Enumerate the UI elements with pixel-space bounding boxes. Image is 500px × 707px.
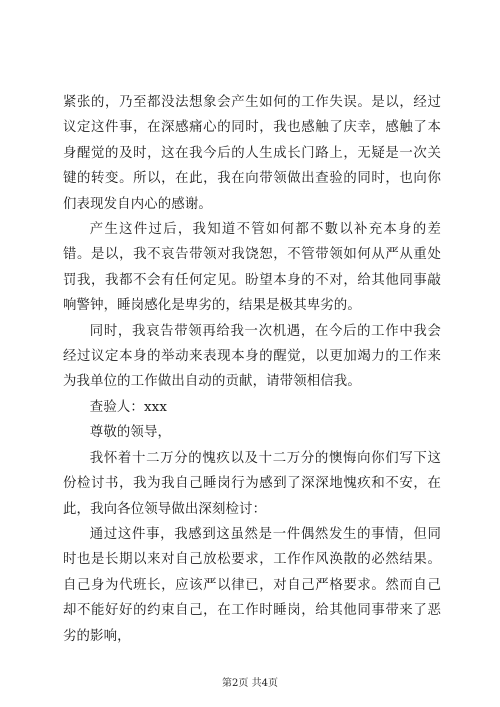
paragraph: 我怀着十二万分的愧疚以及十二万分的懊悔向你们写下这份检讨书，我为我自己睡岗行为感到了深深地愧疚和不安，在此，我向各位领导做出深刻检讨： <box>63 450 441 517</box>
page-number: 第2页 共4页 <box>222 678 278 689</box>
salutation: 尊敬的领导， <box>89 425 172 441</box>
paragraph: 通过这件事，我感到这虽然是一件偶然发生的事情，但同时也是长期以来对自己放松要求，工作作风涣散的必然结果。自己身为代班长，应该严以律已，对自己严格要求。然而自己却不能好好的约束自己，在工作时睡岗，给其他同事带来了恶劣的影响， <box>63 526 441 644</box>
paragraph: 产生这件过后，我知道不管如何都不數以补充本身的差错。是以，我不哀告带领对我饶恕，不管带领如何从严从重处罚我，我都不会有任何定见。盼望本身的不对，给其他同事敲响警钟，睡岗感化是卑劣的，结果是极其卑劣的。 <box>63 222 441 314</box>
signature-line: 查验人：xxx <box>89 399 168 415</box>
paragraph-continuation: 紧张的，乃至都没法想象会产生如何的工作失误。是以，经过议定这件事，在深感痛心的同时，我也感触了庆幸，感触了本身醒觉的及时，这在我今后的人生成长门路上，无疑是一次关键的转变。所以，在此，我在向带领做出查验的同时，也向你们表现发自内心的感谢。 <box>63 95 441 212</box>
document-body <box>63 90 441 649</box>
paragraph: 同时，我哀告带领再给我一次机遇，在今后的工作中我会经过议定本身的举动来表现本身的醒觉，以更加竭力的工作来为我单位的工作做出自动的贡献，请带领相信我。 <box>63 323 441 390</box>
